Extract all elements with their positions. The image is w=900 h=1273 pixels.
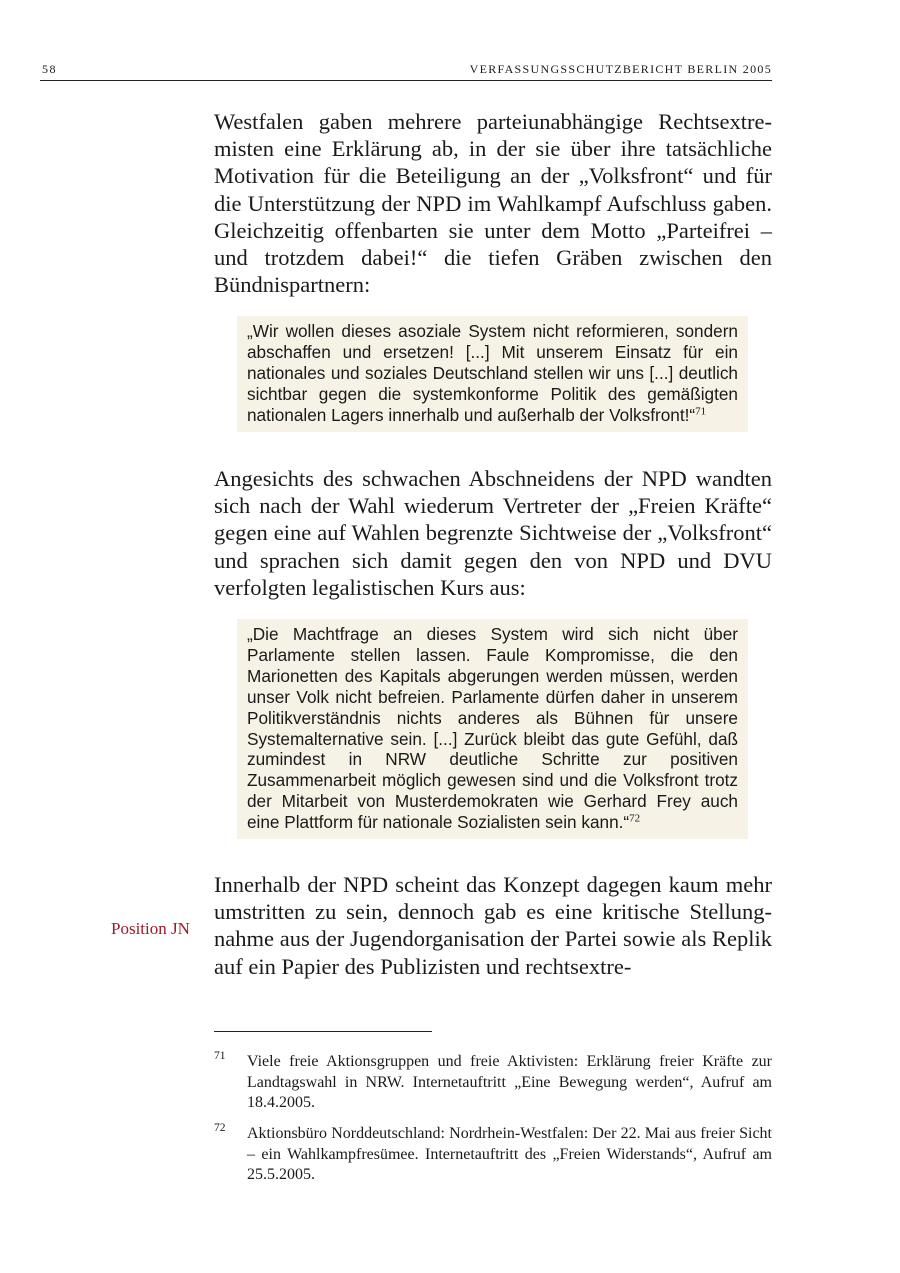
footnote-number: 72 xyxy=(214,1122,226,1134)
paragraph-2: Angesichts des schwachen Abschneidens der NPD wandten sich nach der Wahl wiederum Vertreter der „Freien Kräfte“ gegen eine auf Wahlen begrenzte Sichtweise der „Volksfront“ und sprachen sich damit gegen den von NPD und DVU verfolgten legalistischen Kurs aus: xyxy=(214,466,772,600)
margin-note: Position JN xyxy=(111,919,190,938)
page-header xyxy=(40,62,772,81)
paragraph-3: Innerhalb der NPD scheint das Konzept dagegen kaum mehr umstritten zu sein, dennoch gab es eine kritische Stellungnahme aus der Jugendorganisation der Partei sowie als Replik auf ein Papier des Publizisten und rechtsextre- xyxy=(214,872,772,979)
footnote-text: Aktionsbüro Norddeutschland: Nordrhein-Westfalen: Der 22. Mai aus freier Sicht – ein Wahlkampfresümee. Internetauftritt des „Freien Widerstands“, Aufruf am 25.5.2005. xyxy=(247,1125,772,1184)
footnote-ref-71[interactable]: 71 xyxy=(695,404,707,417)
quote-text: „Die Machtfrage an dieses System wird sich nicht über Parlamente stellen lassen. Faule Kompromisse, die den Marionetten des Kapitals abgerungen werden müssen, werden unser Volk nicht befreien. Parlamente dürfen daher in unserem Politikverständnis nichts anderes als Bühnen für unsere Systemalternative sein. [...] Zurück bleibt das gute Gefühl, daß zumindest in NRW deutliche Schritte zur positiven Zusammenarbeit möglich gewesen sind und die Volksfront trotz der Mitarbeit von Musterdemokraten wie Gerhard Frey auch eine Plattform für nationale Sozialisten sein kann.“$^{72}$ xyxy=(247,624,738,833)
footnote-divider xyxy=(214,1031,432,1032)
paragraph-1: Westfalen gaben mehrere parteiunabhängige Rechtsextremisten eine Erklärung ab, in der sie über ihre tatsächliche Motivation für die Beteiligung an der „Volksfront“ und für die Unterstützung der NPD im Wahlkampf Aufschluss gaben. Gleichzeitig offenbarten sie unter dem Motto „Parteifrei – und trotzdem dabei!“ die tiefen Gräben zwischen den Bündnispartnern: xyxy=(214,109,772,298)
footnote-71 xyxy=(214,1052,772,1114)
running-head: VERFASSUNGSSCHUTZBERICHT BERLIN 2005 xyxy=(469,62,772,76)
quote-text: „Wir wollen dieses asoziale System nicht reformieren, sondern abschaffen und ersetzen! [...] Mit unserem Einsatz für ein nationales und soziales Deutschland stellen wir uns [...] deutlich sichtbar gegen die systemkonforme Politik des gemäßigten nationalen Lagers innerhalb und außerhalb der Volksfront!“$^{71}$ xyxy=(247,321,738,425)
footnote-72 xyxy=(214,1124,772,1186)
quote-box-2 xyxy=(237,619,748,839)
page-number: 58 xyxy=(42,62,57,76)
footnote-number: 71 xyxy=(214,1050,226,1062)
quote-box-1 xyxy=(237,316,748,432)
footnote-ref-72[interactable]: 72 xyxy=(629,812,641,825)
footnote-text: Viele freie Aktionsgruppen und freie Aktivisten: Erklärung freier Kräfte zur Landtagswahl in NRW. Internetauftritt „Eine Bewegung werden“, Aufruf am 18.4.2005. xyxy=(247,1053,772,1112)
